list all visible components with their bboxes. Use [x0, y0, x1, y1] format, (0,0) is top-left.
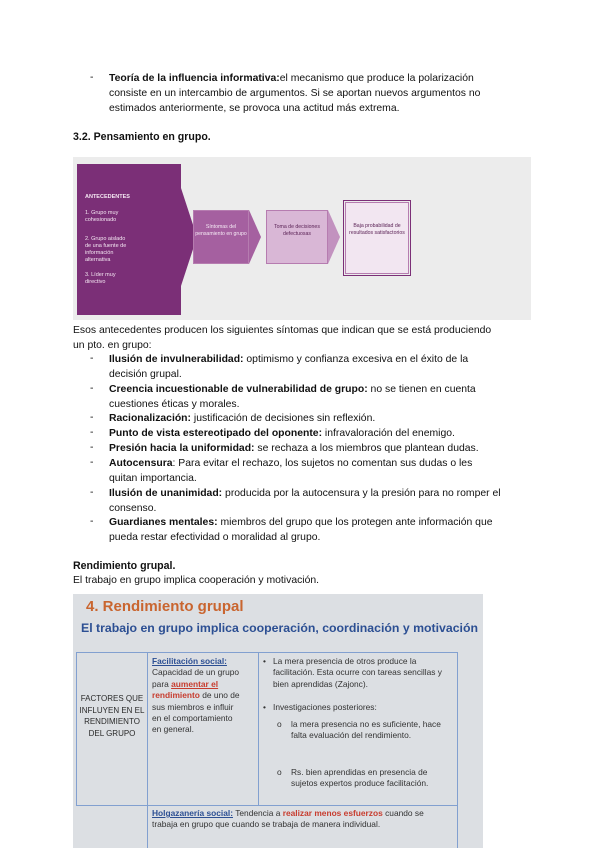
facilitacion-text	[152, 656, 256, 736]
symptom-item	[109, 456, 534, 486]
symptom-term: Ilusión de invulnerabilidad:	[109, 354, 244, 365]
bullet-dash: -	[90, 457, 94, 468]
bullet-dot: •	[263, 656, 266, 666]
intro-line: un pto. en grupo:	[73, 340, 152, 351]
bullet-dash: -	[90, 412, 94, 423]
antecedente-item: 3. Líder muy directivo	[85, 272, 116, 285]
facilitacion-cell	[147, 652, 259, 806]
bullet-text: consiste en un intercambio de argumentos. Si se aportan nuevos argumentos no	[109, 88, 481, 99]
results-box	[345, 202, 409, 274]
facilitacion-details-cell	[258, 652, 458, 806]
factores-cell	[76, 652, 148, 806]
symptom-text: no se tienen en cuenta	[367, 384, 476, 395]
slide-text: La mera presencia de otros produce la facilitación. Esta ocurre con tareas sencillas y bien aprendidas (Zajonc).	[273, 656, 442, 689]
symptom-term: Ilusión de unanimidad:	[109, 488, 223, 499]
antecedente-item: 2. Grupo aislado de una fuente de información alternativa	[85, 236, 127, 263]
circle-bullet: o	[277, 767, 282, 777]
rendimiento-heading: Rendimiento grupal.	[73, 560, 176, 572]
slide-text: trabaja en grupo que cuando se trabaja de manera individual.	[152, 819, 381, 830]
symptom-item	[109, 441, 534, 456]
slide-text: Capacidad de un grupo	[152, 667, 240, 678]
symptom-term: Punto de vista estereotipado del oponente:	[109, 428, 323, 439]
bullet-dash: -	[90, 72, 94, 83]
highlight-text: rendimiento	[152, 690, 200, 701]
symptoms-box	[193, 210, 249, 264]
bullet-dash: -	[90, 383, 94, 394]
symptom-text: justificación de decisiones sin reflexión.	[191, 413, 376, 424]
circle-bullet: o	[277, 719, 282, 729]
slide-text: para	[152, 678, 169, 689]
bullet-term: Teoría de la influencia informativa:	[109, 73, 280, 84]
slide-text: Rs. bien aprendidas en presencia de sujetos expertos produce facilitación.	[291, 767, 429, 789]
symptom-item	[109, 515, 534, 545]
highlight-text: realizar menos esfuerzos	[282, 808, 383, 818]
symptom-term: Guardianes mentales:	[109, 517, 218, 528]
symptom-item	[109, 486, 534, 516]
slide-text: de uno de	[202, 690, 240, 701]
intro-line: Esos antecedentes producen los siguientes síntomas que indican que se está produciendo	[73, 325, 492, 336]
symptom-item	[109, 382, 534, 412]
symptom-term: Creencia incuestionable de vulnerabilidad de grupo:	[109, 384, 368, 395]
decisions-box	[266, 210, 328, 264]
bullet-dash: -	[90, 353, 94, 364]
symptom-text: miembros del grupo que los protegen ante información que	[217, 517, 493, 528]
slide-text: cuando se	[385, 808, 424, 818]
bullet-dash: -	[90, 487, 94, 498]
arrow-shape	[249, 210, 261, 264]
antecedente-item: 1. Grupo muy cohesionado	[85, 210, 119, 223]
informative-influence-item	[109, 71, 534, 116]
slide-text: en el comportamiento	[152, 713, 233, 724]
holgazaneria-title: Holgazanería social:	[152, 808, 233, 818]
highlight-text: aumentar el	[171, 678, 219, 689]
symptom-text: producida por la autocensura y la presión para no romper el	[222, 488, 501, 499]
holgazaneria-text	[152, 808, 454, 831]
slide-text: sus miembros e influir	[152, 701, 234, 712]
symptom-text: decisión grupal.	[109, 369, 182, 380]
slide-subtitle: El trabajo en grupo implica cooperación, coordinación y motivación	[81, 621, 478, 635]
symptoms-intro	[73, 323, 491, 353]
slide-text: Investigaciones posteriores:	[273, 702, 377, 712]
bullet-text: el mecanismo que produce la polarización	[279, 73, 474, 84]
rendimiento-slide-photo	[73, 594, 483, 848]
symptom-text: pueda restar efectividad o moralidad al grupo.	[109, 532, 321, 543]
symptom-text: cuestiones éticas y morales.	[109, 399, 240, 410]
factores-label: FACTORES QUE INFLUYEN EN EL RENDIMIENTO DEL GRUPO	[79, 694, 145, 738]
groupthink-diagram	[73, 157, 531, 320]
slide-text: Tendencia a	[235, 808, 281, 818]
results-label: Baja probabilidad de resultados satisfactorios	[349, 223, 405, 236]
symptom-term: Autocensura	[109, 458, 173, 469]
antecedentes-title: ANTECEDENTES	[85, 194, 130, 200]
symptom-text: : Para evitar el rechazo, los sujetos no comentan sus dudas o les	[172, 458, 473, 469]
symptom-item	[109, 352, 534, 382]
symptom-text: se rechaza a los miembros que plantean dudas.	[254, 443, 479, 454]
bullet-dot: •	[263, 702, 266, 712]
symptom-text: quitan importancia.	[109, 473, 197, 484]
symptom-text: optimismo y confianza excesiva en el éxito de la	[243, 354, 469, 365]
section-heading: 3.2. Pensamiento en grupo.	[73, 131, 211, 143]
symptoms-label: Síntomas del pensamiento en grupo	[195, 224, 247, 237]
slide-title: 4. Rendimiento grupal	[86, 598, 244, 615]
symptom-text: consenso.	[109, 503, 157, 514]
symptom-text: infravaloración del enemigo.	[322, 428, 455, 439]
bullet-dash: -	[90, 516, 94, 527]
bullet-dash: -	[90, 427, 94, 438]
symptom-term: Presión hacia la uniformidad:	[109, 443, 255, 454]
symptom-item	[109, 411, 534, 426]
slide-text: la mera presencia no es suficiente, hace falta evaluación del rendimiento.	[291, 719, 441, 741]
rendimiento-text: El trabajo en grupo implica cooperación y motivación.	[73, 575, 320, 586]
decisions-label: Toma de decisiones defectuosas	[274, 224, 320, 237]
facilitacion-title: Facilitación social:	[152, 656, 227, 666]
holgazaneria-cell	[147, 805, 458, 848]
symptom-item	[109, 426, 534, 441]
symptom-term: Racionalización:	[109, 413, 191, 424]
arrow-shape	[328, 210, 340, 264]
slide-text: en general.	[152, 724, 194, 735]
bullet-text: estimados anteriormente, se provoca una actitud más extrema.	[109, 103, 400, 114]
bullet-dash: -	[90, 442, 94, 453]
